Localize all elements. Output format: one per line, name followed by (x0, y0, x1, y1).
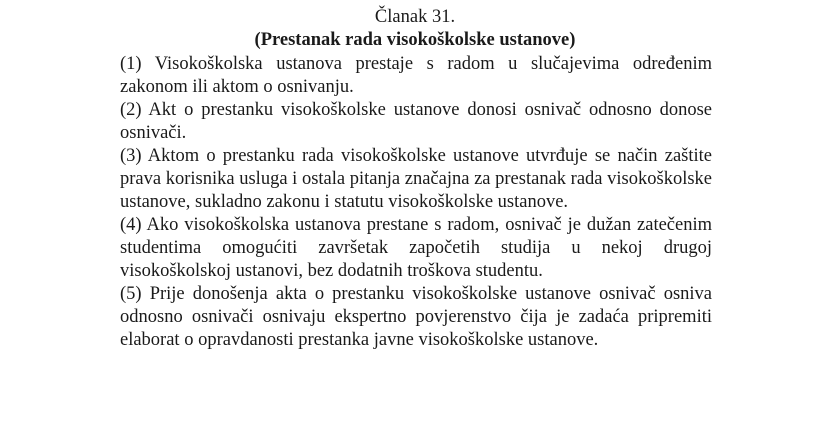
article-body (120, 53, 712, 352)
article-heading (40, 6, 790, 52)
paragraph-3: (3) Aktom o prestanku rada visokoškolske ustanove utvrđuje se način zaštite prava korisnika usluga i ostala pitanja značajna za prestanak rada visokoškolske ustanove, sukladno zakonu i statutu visokoškolske ustanove. (120, 146, 712, 212)
paragraph-4: (4) Ako visokoškolska ustanova prestane s radom, osnivač je dužan zatečenim studentima omogućiti završetak započetih studija u nekoj drugoj visokoškolskoj ustanovi, bez dodatnih troškova studentu. (120, 215, 712, 281)
article-title: (Prestanak rada visokoškolske ustanove) (254, 30, 576, 50)
paragraph-1: (1) Visokoškolska ustanova prestaje s radom u slučajevima određenim zakonom ili aktom o osnivanju. (120, 54, 712, 97)
article-number: Članak 31. (374, 7, 456, 27)
paragraph-2: (2) Akt o prestanku visokoškolske ustanove donosi osnivač odnosno donose osnivači. (120, 100, 712, 143)
paragraph-5: (5) Prije donošenja akta o prestanku visokoškolske ustanove osnivač osniva odnosno osnivači osnivaju ekspertno povjerenstvo čija je zadaća pripremiti elaborat o opravdanosti prestanka javne visokoškolske ustanove. (120, 284, 712, 350)
